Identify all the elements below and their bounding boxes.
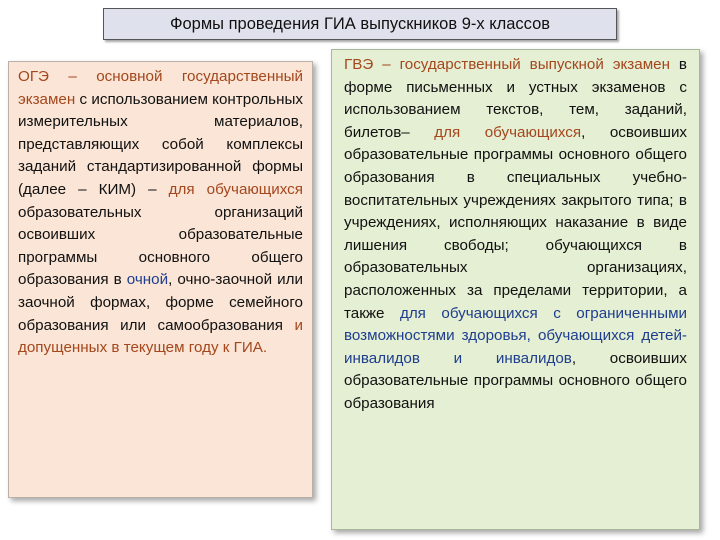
gve-disabled-students: для обучающихся с ограниченными возможностями здоровья, обучающихся детей-инвалидов и инвалидов — [344, 304, 687, 367]
gve-abbr: ГВЭ — [344, 56, 374, 73]
gve-dash: – — [373, 56, 400, 73]
gve-description — [344, 54, 687, 416]
oge-ending: и допущенных в текущем году к ГИА. — [18, 316, 303, 357]
oge-term: основной государственный экзамен — [18, 68, 304, 108]
oge-panel — [8, 61, 313, 498]
oge-description — [18, 66, 303, 360]
oge-abbr: ОГЭ — [18, 68, 49, 85]
oge-form-full: очной — [126, 271, 169, 289]
gve-for-students: для обучающихся — [434, 123, 582, 141]
oge-text-3: , очно-заочной или заочной формах, форме семейного образования или самообразования — [18, 271, 303, 334]
oge-text-2: образовательных организаций освоивших образовательные программы основного общего образования в — [18, 203, 303, 289]
oge-dash: – — [48, 68, 97, 85]
oge-for-students: для обучающихся — [168, 180, 303, 198]
slide-title-text: Формы проведения ГИА выпускников 9-х классов — [169, 15, 551, 33]
slide-title — [103, 8, 617, 40]
gve-text-2: , освоивших образовательные программы основного общего образования в специальных учебно-воспитательных учреждениях закрытого типа; в учреждениях, исполняющих наказание в виде лишения свободы; обучающихся в образовательных организациях, расположенных за пределами территории, а также — [344, 123, 688, 322]
oge-text-1: с использованием контрольных измерительных материалов, представляющих собой комплексы заданий стандартизированной формы (далее – КИМ) – — [18, 90, 303, 198]
gve-text-1: в форме письменных и устных экзаменов с использованием текстов, тем, заданий, билетов– — [344, 56, 687, 141]
gve-text-3: , освоивших образовательные программы основного общего образования — [344, 349, 687, 412]
gve-term: государственный выпускной экзамен — [399, 56, 670, 73]
gve-panel — [331, 49, 700, 530]
